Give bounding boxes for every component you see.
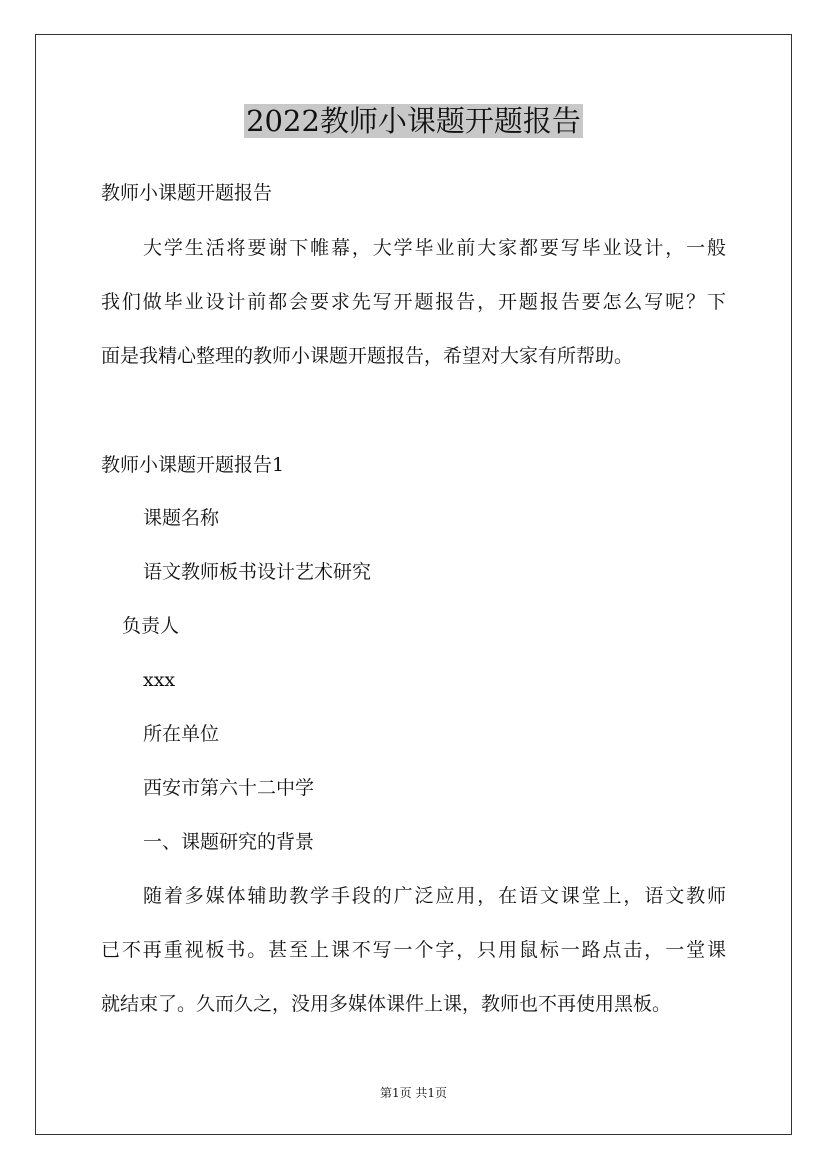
document-subtitle: 教师小课题开题报告: [101, 182, 273, 204]
leader-label: 负责人: [122, 615, 180, 637]
intro-line-2: 我们做毕业设计前都会要求先写开题报告，开题报告要怎么写呢？下: [101, 291, 726, 313]
background-line-1: 随着多媒体辅助教学手段的广泛应用，在语文课堂上，语文教师: [143, 885, 726, 907]
background-line-3: 就结束了。久而久之，没用多媒体课件上课，教师也不再使用黑板。: [101, 993, 672, 1015]
unit-label: 所在单位: [143, 723, 220, 745]
intro-line-3: 面是我精心整理的教师小课题开题报告，希望对大家有所帮助。: [101, 345, 634, 367]
topic-value: 语文教师板书设计艺术研究: [143, 561, 372, 583]
unit-value: 西安市第六十二中学: [143, 777, 315, 799]
section-heading: 教师小课题开题报告1: [101, 454, 285, 476]
document-title-text: 2022教师小课题开题报告: [246, 104, 581, 138]
document-title: [0, 100, 827, 142]
leader-value: xxx: [143, 669, 176, 691]
intro-line-1: 大学生活将要谢下帷幕，大学毕业前大家都要写毕业设计，一般: [143, 237, 726, 259]
background-heading: 一、课题研究的背景: [143, 831, 315, 853]
background-line-2: 已不再重视板书。甚至上课不写一个字，只用鼠标一路点击，一堂课: [101, 939, 726, 961]
topic-label: 课题名称: [143, 507, 220, 529]
page-footer: 第1页 共1页: [379, 1086, 448, 1100]
